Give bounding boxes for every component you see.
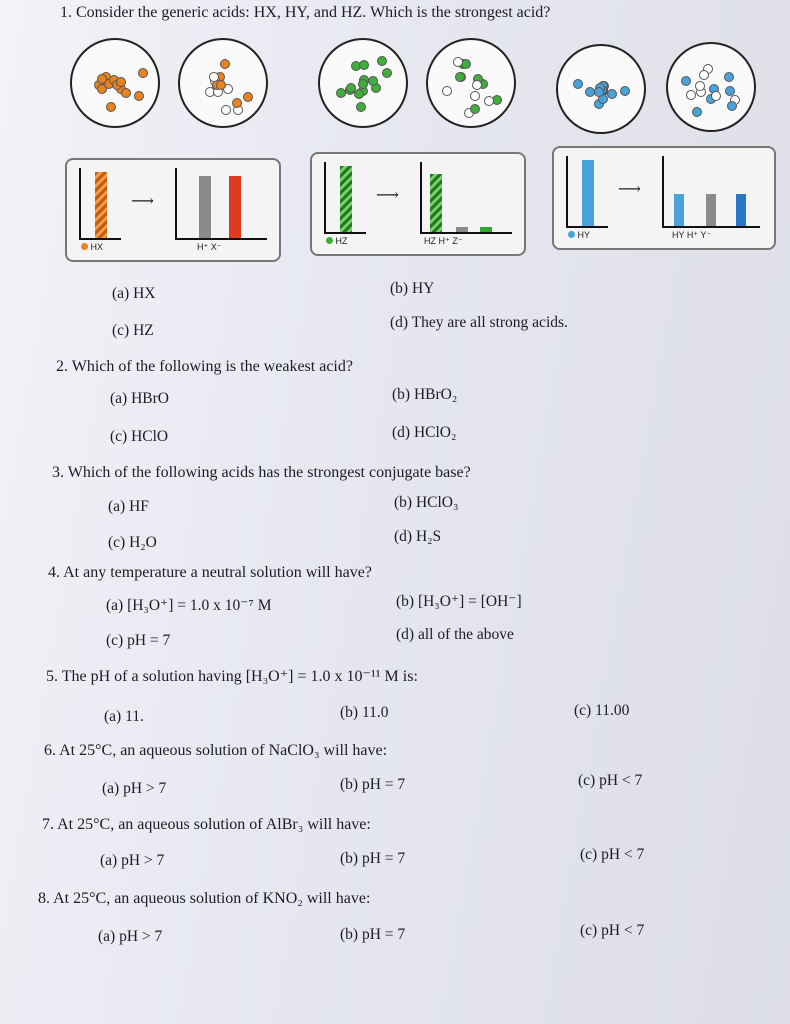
molecule-view-hy-dissociated [666,42,756,132]
molecule-dot [220,59,230,69]
molecule-dot [472,80,482,90]
q5-option-a[interactable]: (a) 11. [104,708,144,725]
molecule-dot [377,56,387,66]
bar-h-plus [706,194,716,226]
molecule-dot [681,76,691,86]
q1-option-a[interactable]: (a) HX [112,285,156,302]
panel-hx [65,158,281,262]
arrow-icon: ⟶ [131,193,154,210]
q6-option-c[interactable]: (c) pH < 7 [578,772,643,789]
molecule-dot [121,88,131,98]
panel-label-right: HY H⁺ Y⁻ [672,230,712,240]
question-4: 4. At any temperature a neutral solution will have? [48,564,372,581]
molecule-dot [243,92,253,102]
molecule-dot [470,91,480,101]
molecule-dot [134,91,144,101]
molecule-view-hz [318,38,408,128]
molecule-view-hy [556,44,646,134]
q8-option-b[interactable]: (b) pH = 7 [340,926,406,943]
panel-label-right: H⁺ X⁻ [197,242,222,252]
q3-option-d[interactable]: (d) H₂S [394,528,442,545]
bar-hz [340,166,352,232]
molecule-dot [97,74,107,84]
q5-option-c[interactable]: (c) 11.00 [574,702,630,719]
molecule-dot [354,89,364,99]
bar-hz-remaining [430,174,442,232]
chart-axis-left [566,156,608,228]
molecule-dot [725,86,735,96]
arrow-icon: ⟶ [618,181,641,198]
molecule-dot [724,72,734,82]
q2-option-c[interactable]: (c) HClO [110,428,169,445]
q2-option-b[interactable]: (b) HBrO₂ [392,386,458,403]
bar-y-minus [736,194,746,226]
question-3: 3. Which of the following acids has the strongest conjugate base? [52,464,471,481]
chart-axis-right [420,162,512,234]
molecule-dot [692,107,702,117]
question-6: 6. At 25°C, an aqueous solution of NaClO₃ will have: [44,742,388,759]
q7-option-b[interactable]: (b) pH = 7 [340,850,406,867]
molecule-view-hx [70,38,160,128]
panel-label-left: HZ [326,236,348,246]
bar-hy [582,160,594,226]
molecule-dot [470,104,480,114]
chart-axis-right [175,168,267,240]
q1-option-b[interactable]: (b) HY [390,280,435,297]
q3-option-a[interactable]: (a) HF [108,498,149,515]
panel-hy [552,146,776,250]
question-5: 5. The pH of a solution having [H₃O⁺] = 1.0 x 10⁻¹¹ M is: [46,668,418,685]
molecule-dot [727,101,737,111]
q4-option-b[interactable]: (b) [H₃O⁺] = [OH⁻] [396,593,522,610]
bar-x-minus [229,176,241,238]
molecule-dot [336,88,346,98]
question-1: 1. Consider the generic acids: HX, HY, and HZ. Which is the strongest acid? [60,4,551,21]
arrow-icon: ⟶ [376,187,399,204]
panel-hz [310,152,526,256]
molecule-dot [221,105,231,115]
molecule-dot [699,70,709,80]
q6-option-b[interactable]: (b) pH = 7 [340,776,406,793]
bar-h-plus [456,227,468,232]
molecule-dot [620,86,630,96]
q8-option-a[interactable]: (a) pH > 7 [98,928,163,945]
panel-label-left: HY [568,230,590,240]
q1-option-c[interactable]: (c) HZ [112,322,154,339]
question-7: 7. At 25°C, an aqueous solution of AlBr₃ will have: [42,816,371,833]
chart-axis-left [324,162,366,234]
molecule-dot [106,102,116,112]
molecule-dot [711,91,721,101]
q4-option-c[interactable]: (c) pH = 7 [106,632,171,649]
molecule-dot [382,68,392,78]
bar-hy-remaining [674,194,684,226]
acid-dissociation-figure [60,38,780,263]
q7-option-c[interactable]: (c) pH < 7 [580,846,645,863]
molecule-dot [607,89,617,99]
molecule-dot [356,102,366,112]
q4-option-d[interactable]: (d) all of the above [396,626,514,643]
molecule-view-hx-dissociated [178,38,268,128]
q4-option-a[interactable]: (a) [H₃O⁺] = 1.0 x 10⁻⁷ M [106,597,272,614]
molecule-view-hz-dissociated [426,38,516,128]
molecule-dot [359,60,369,70]
q6-option-a[interactable]: (a) pH > 7 [102,780,167,797]
molecule-dot [686,90,696,100]
question-2: 2. Which of the following is the weakest acid? [56,358,353,375]
q3-option-b[interactable]: (b) HClO₃ [394,494,459,511]
panel-label-right: HZ H⁺ Z⁻ [424,236,463,246]
molecule-dot [455,72,465,82]
molecule-dot [484,96,494,106]
q2-option-a[interactable]: (a) HBrO [110,390,169,407]
bar-h-plus [199,176,211,238]
panel-label-left: HX [81,242,103,252]
q2-option-d[interactable]: (d) HClO₂ [392,424,457,441]
q8-option-c[interactable]: (c) pH < 7 [580,922,645,939]
molecule-dot [442,86,452,96]
q3-option-c[interactable]: (c) H₂O [108,534,157,551]
question-8: 8. At 25°C, an aqueous solution of KNO₂ will have: [38,890,371,907]
bar-hx [95,172,107,238]
molecule-dot [453,57,463,67]
molecule-dot [695,81,705,91]
bar-z-minus [480,227,492,232]
molecule-dot [138,68,148,78]
q5-option-b[interactable]: (b) 11.0 [340,704,389,721]
q1-option-d[interactable]: (d) They are all strong acids. [390,314,568,331]
molecule-dot [573,79,583,89]
chart-axis-left [79,168,121,240]
q7-option-a[interactable]: (a) pH > 7 [100,852,165,869]
molecule-dot [585,87,595,97]
chart-axis-right [662,156,760,228]
